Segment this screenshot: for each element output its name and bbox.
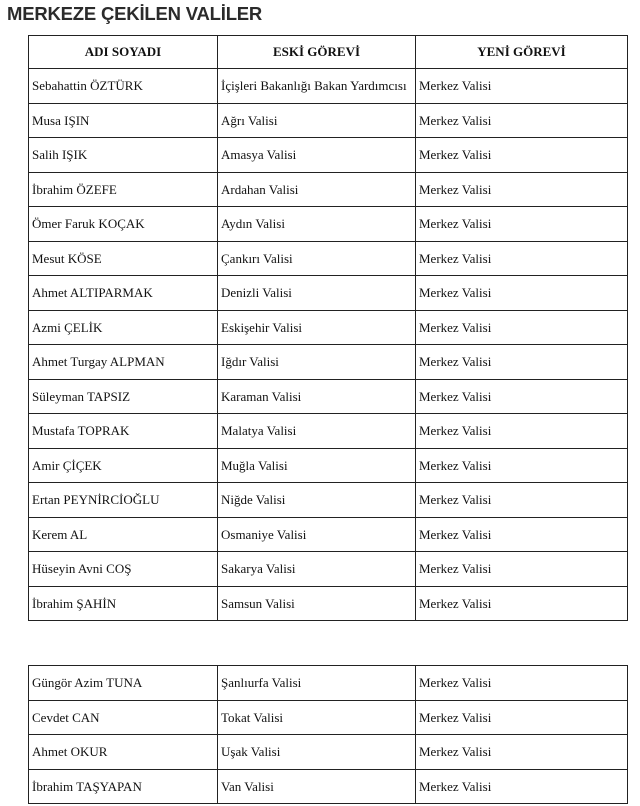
new-position-cell-text: Merkez Valisi bbox=[419, 778, 492, 794]
column-header-old-position: ESKİ GÖREVİ bbox=[218, 36, 416, 69]
table-row bbox=[29, 138, 628, 173]
table-row bbox=[29, 735, 628, 770]
name-cell bbox=[29, 138, 218, 173]
table-row bbox=[29, 241, 628, 276]
old-position-cell-text: Osmaniye Valisi bbox=[221, 526, 307, 542]
name-cell-text: Hüseyin Avni COŞ bbox=[32, 561, 132, 576]
name-cell-text: Mesut KÖSE bbox=[32, 250, 102, 266]
new-position-cell bbox=[416, 310, 628, 345]
old-position-cell bbox=[218, 700, 416, 735]
old-position-cell bbox=[218, 769, 416, 804]
old-position-cell-text: Aydın Valisi bbox=[221, 216, 285, 231]
new-position-cell-text: Merkez Valisi bbox=[419, 492, 492, 507]
table-row bbox=[29, 414, 628, 449]
new-position-cell bbox=[416, 700, 628, 735]
name-cell bbox=[29, 103, 218, 138]
name-cell bbox=[29, 207, 218, 242]
new-position-cell-text: Merkez Valisi bbox=[419, 595, 492, 611]
new-position-cell-text: Merkez Valisi bbox=[419, 147, 492, 162]
new-position-cell bbox=[416, 483, 628, 518]
name-cell-text: Cevdet CAN bbox=[32, 709, 100, 725]
old-position-cell bbox=[218, 552, 416, 587]
name-cell-text: Ahmet OKUR bbox=[32, 744, 108, 759]
name-cell bbox=[29, 276, 218, 311]
old-position-cell-text: Denizli Valisi bbox=[221, 285, 292, 300]
table-row bbox=[29, 310, 628, 345]
new-position-cell-text: Merkez Valisi bbox=[419, 285, 492, 300]
new-position-cell bbox=[416, 414, 628, 449]
old-position-cell bbox=[218, 172, 416, 207]
new-position-cell-text: Merkez Valisi bbox=[419, 354, 492, 369]
new-position-cell-text: Merkez Valisi bbox=[419, 744, 492, 759]
old-position-cell-text: Sakarya Valisi bbox=[221, 561, 296, 576]
old-position-cell-text: Malatya Valisi bbox=[221, 423, 297, 438]
old-position-cell bbox=[218, 414, 416, 449]
table-header-row bbox=[29, 36, 628, 69]
new-position-cell-text: Merkez Valisi bbox=[419, 112, 492, 128]
old-position-cell-text: Ağrı Valisi bbox=[221, 112, 278, 128]
new-position-cell bbox=[416, 735, 628, 770]
old-position-cell bbox=[218, 310, 416, 345]
name-cell bbox=[29, 666, 218, 701]
new-position-cell-text: Merkez Valisi bbox=[419, 388, 492, 404]
new-position-cell-text: Merkez Valisi bbox=[419, 457, 492, 473]
old-position-cell-text: Eskişehir Valisi bbox=[221, 319, 303, 335]
name-cell bbox=[29, 241, 218, 276]
name-cell-text: Süleyman TAPSIZ bbox=[32, 388, 131, 404]
old-position-cell-text: Iğdır Valisi bbox=[221, 354, 279, 369]
name-cell-text: Güngör Azim TUNA bbox=[32, 675, 143, 690]
name-cell-text: Ahmet Turgay ALPMAN bbox=[32, 354, 165, 369]
old-position-cell bbox=[218, 241, 416, 276]
name-cell bbox=[29, 700, 218, 735]
table-row bbox=[29, 448, 628, 483]
table-row bbox=[29, 207, 628, 242]
table-row bbox=[29, 103, 628, 138]
name-cell bbox=[29, 586, 218, 621]
name-cell-text: İbrahim TAŞYAPAN bbox=[32, 778, 142, 794]
table-row bbox=[29, 517, 628, 552]
new-position-cell bbox=[416, 552, 628, 587]
old-position-cell-text: Çankırı Valisi bbox=[221, 250, 293, 266]
old-position-cell bbox=[218, 483, 416, 518]
name-cell-text: Ahmet ALTIPARMAK bbox=[32, 285, 153, 300]
old-position-cell bbox=[218, 517, 416, 552]
name-cell-text: Amir ÇİÇEK bbox=[32, 457, 102, 473]
name-cell bbox=[29, 552, 218, 587]
old-position-cell bbox=[218, 666, 416, 701]
name-cell bbox=[29, 172, 218, 207]
new-position-cell-text: Merkez Valisi bbox=[419, 181, 492, 197]
old-position-cell bbox=[218, 276, 416, 311]
table-row bbox=[29, 552, 628, 587]
old-position-cell-text: Tokat Valisi bbox=[221, 709, 284, 725]
table-row bbox=[29, 379, 628, 414]
new-position-cell bbox=[416, 586, 628, 621]
new-position-cell-text: Merkez Valisi bbox=[419, 709, 492, 725]
table-row bbox=[29, 769, 628, 804]
new-position-cell bbox=[416, 379, 628, 414]
new-position-cell bbox=[416, 138, 628, 173]
table-row bbox=[29, 69, 628, 104]
old-position-cell-text: Şanlıurfa Valisi bbox=[221, 675, 302, 690]
name-cell bbox=[29, 448, 218, 483]
name-cell-text: Kerem AL bbox=[32, 526, 88, 542]
page-title: MERKEZE ÇEKİLEN VALİLER bbox=[7, 3, 263, 24]
name-cell-text: Mustafa TOPRAK bbox=[32, 423, 130, 438]
old-position-cell bbox=[218, 345, 416, 380]
old-position-cell bbox=[218, 586, 416, 621]
table-row bbox=[29, 700, 628, 735]
table-row bbox=[29, 345, 628, 380]
old-position-cell bbox=[218, 69, 416, 104]
old-position-cell-text: Samsun Valisi bbox=[221, 595, 295, 611]
table-row bbox=[29, 586, 628, 621]
name-cell bbox=[29, 517, 218, 552]
name-cell bbox=[29, 769, 218, 804]
name-cell bbox=[29, 345, 218, 380]
governors-table-2 bbox=[28, 665, 628, 804]
old-position-cell-text: Niğde Valisi bbox=[221, 492, 286, 507]
old-position-cell bbox=[218, 735, 416, 770]
old-position-cell-text: Uşak Valisi bbox=[221, 744, 281, 759]
name-cell bbox=[29, 735, 218, 770]
table-row bbox=[29, 172, 628, 207]
new-position-cell bbox=[416, 345, 628, 380]
old-position-cell-text: Muğla Valisi bbox=[221, 457, 288, 473]
new-position-cell-text: Merkez Valisi bbox=[419, 250, 492, 266]
old-position-cell bbox=[218, 138, 416, 173]
new-position-cell bbox=[416, 448, 628, 483]
new-position-cell-text: Merkez Valisi bbox=[419, 526, 492, 542]
new-position-cell-text: Merkez Valisi bbox=[419, 216, 492, 231]
new-position-cell bbox=[416, 666, 628, 701]
new-position-cell bbox=[416, 276, 628, 311]
name-cell-text: Ömer Faruk KOÇAK bbox=[32, 216, 145, 231]
new-position-cell bbox=[416, 69, 628, 104]
column-header-new-position: YENİ GÖREVİ bbox=[416, 36, 628, 69]
old-position-cell-text: Ardahan Valisi bbox=[221, 181, 299, 197]
table-row bbox=[29, 483, 628, 518]
name-cell-text: Musa IŞIN bbox=[32, 112, 90, 128]
new-position-cell bbox=[416, 241, 628, 276]
name-cell bbox=[29, 69, 218, 104]
old-position-cell bbox=[218, 448, 416, 483]
table-row bbox=[29, 666, 628, 701]
new-position-cell-text: Merkez Valisi bbox=[419, 423, 492, 438]
name-cell bbox=[29, 379, 218, 414]
old-position-cell bbox=[218, 379, 416, 414]
new-position-cell-text: Merkez Valisi bbox=[419, 319, 492, 335]
old-position-cell bbox=[218, 207, 416, 242]
name-cell bbox=[29, 414, 218, 449]
name-cell-text: Salih IŞIK bbox=[32, 147, 88, 162]
name-cell-text: İbrahim ŞAHİN bbox=[32, 595, 117, 611]
column-header-name: ADI SOYADI bbox=[29, 36, 218, 69]
name-cell-text: Ertan PEYNİRCİOĞLU bbox=[32, 492, 160, 507]
new-position-cell bbox=[416, 103, 628, 138]
old-position-cell-text: Van Valisi bbox=[221, 778, 274, 794]
new-position-cell bbox=[416, 207, 628, 242]
new-position-cell-text: Merkez Valisi bbox=[419, 675, 492, 690]
old-position-cell-text: İçişleri Bakanlığı Bakan Yardımcısı bbox=[221, 78, 407, 93]
new-position-cell bbox=[416, 517, 628, 552]
new-position-cell-text: Merkez Valisi bbox=[419, 78, 492, 93]
name-cell-text: Sebahattin ÖZTÜRK bbox=[32, 78, 143, 93]
name-cell-text: İbrahim ÖZEFE bbox=[32, 181, 117, 197]
old-position-cell-text: Karaman Valisi bbox=[221, 388, 302, 404]
name-cell bbox=[29, 310, 218, 345]
table-row bbox=[29, 276, 628, 311]
new-position-cell-text: Merkez Valisi bbox=[419, 561, 492, 576]
new-position-cell bbox=[416, 172, 628, 207]
old-position-cell bbox=[218, 103, 416, 138]
governors-table-1 bbox=[28, 35, 628, 621]
name-cell bbox=[29, 483, 218, 518]
new-position-cell bbox=[416, 769, 628, 804]
name-cell-text: Azmi ÇELİK bbox=[32, 319, 103, 335]
old-position-cell-text: Amasya Valisi bbox=[221, 147, 297, 162]
